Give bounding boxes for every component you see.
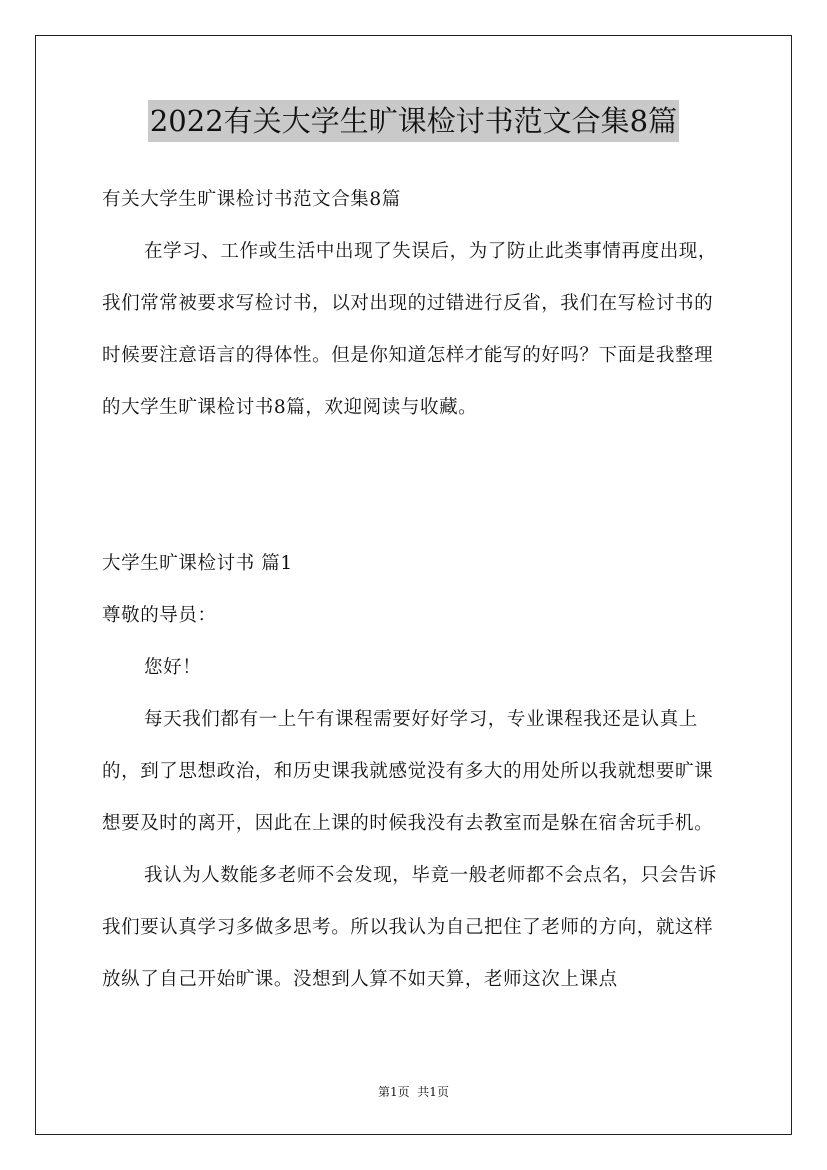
salutation: 尊敬的导员： bbox=[102, 605, 217, 626]
section-heading: 大学生旷课检讨书 篇1 bbox=[102, 553, 293, 574]
document-subtitle: 有关大学生旷课检讨书范文合集8篇 bbox=[102, 189, 401, 210]
body-paragraph-1: 每天我们都有一上午有课程需要好好学习，专业课程我还是认真上的，到了思想政治，和历史课我就感觉没有多大的用处所以我就想要旷课想要及时的离开，因此在上课的时候我没有去教室而是躲在宿舍玩手机。 bbox=[102, 709, 714, 834]
intro-paragraph: 在学习、工作或生活中出现了失误后，为了防止此类事情再度出现，我们常常被要求写检讨书，以对出现的过错进行反省，我们在写检讨书的时候要注意语言的得体性。但是你知道怎样才能写的好吗？下面是我整理的大学生旷课检讨书8篇，欢迎阅读与收藏。 bbox=[102, 241, 718, 418]
document-body bbox=[102, 174, 732, 1006]
title-container bbox=[0, 100, 827, 142]
page-number: 第1页 共1页 bbox=[378, 1085, 449, 1099]
body-paragraph-2: 我认为人数能多老师不会发现，毕竟一般老师都不会点名，只会告诉我们要认真学习多做多思考。所以我认为自己把住了老师的方向，就这样放纵了自己开始旷课。没想到人算不如天算，老师这次上课点 bbox=[102, 865, 718, 990]
greeting: 您好！ bbox=[144, 657, 202, 678]
section-spacer bbox=[102, 434, 732, 538]
document-title: 2022有关大学生旷课检讨书范文合集8篇 bbox=[148, 100, 679, 142]
